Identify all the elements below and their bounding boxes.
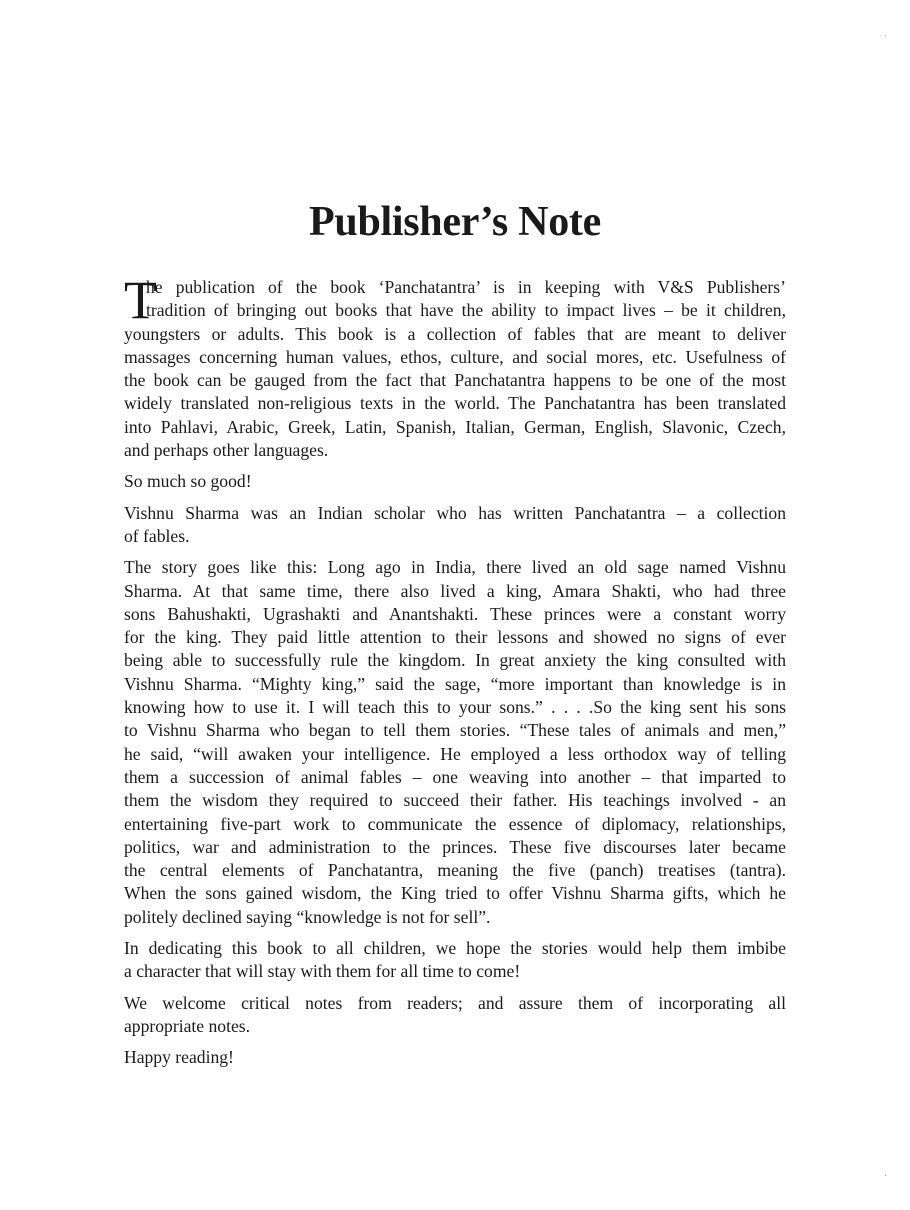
text-line: Vishnu Sharma. “Mighty king,” said the sage, “more important than knowledge is in <box>124 673 786 694</box>
paragraph <box>124 556 786 929</box>
text-line: politely declined saying “knowledge is not for sell”. <box>124 906 491 927</box>
text-line: appropriate notes. <box>124 1015 251 1036</box>
crop-mark <box>885 1175 886 1176</box>
text-line: We welcome critical notes from readers; and assure them of incorporating all <box>124 992 786 1013</box>
document-body <box>124 270 786 1078</box>
drop-cap: T <box>124 270 157 330</box>
text-line: youngsters or adults. This book is a collection of fables that are meant to deliver <box>124 323 786 344</box>
text-line: Sharma. At that same time, there also lived a king, Amara Shakti, who had three <box>124 580 786 601</box>
text-line: When the sons gained wisdom, the King tried to offer Vishnu Sharma gifts, which he <box>124 883 786 904</box>
text-line: knowing how to use it. I will teach this to your sons.” . . . .So the king sent his sons <box>124 697 786 718</box>
text-line: a character that will stay with them for all time to come! <box>124 961 521 982</box>
page-title: Publisher’s Note <box>309 199 601 245</box>
text-line: them a succession of animal fables – one weaving into another – that imparted to <box>124 766 786 787</box>
paragraph <box>124 470 786 493</box>
text-line: Happy reading! <box>124 1047 234 1068</box>
text-line: of fables. <box>124 525 190 546</box>
text-line: them the wisdom they required to succeed their father. His teachings involved - an <box>124 790 786 811</box>
text-line: So much so good! <box>124 471 252 492</box>
text-line: the book can be gauged from the fact that Panchatantra happens to be one of the most <box>124 370 786 391</box>
paragraph <box>124 992 786 1039</box>
text-line: The story goes like this: Long ago in India, there lived an old sage named Vishnu <box>124 557 786 578</box>
text-line: into Pahlavi, Arabic, Greek, Latin, Spanish, Italian, German, English, Slavonic, Czech, <box>124 416 786 437</box>
text-line: for the king. They paid little attention to their lessons and showed no signs of ever <box>124 627 786 648</box>
text-line: sons Bahushakti, Ugrashakti and Anantshakti. These princes were a constant worry <box>124 603 786 624</box>
text-line: massages concerning human values, ethos, culture, and social mores, etc. Usefulness of <box>124 346 786 367</box>
text-line: and perhaps other languages. <box>124 440 329 461</box>
text-line: entertaining five-part work to communicate the essence of diplomacy, relationships, <box>124 813 786 834</box>
text-line: to Vishnu Sharma who began to tell them stories. “These tales of animals and men,” <box>124 720 786 741</box>
text-line: being able to successfully rule the kingdom. In great anxiety the king consulted with <box>124 650 786 671</box>
text-line: In dedicating this book to all children, we hope the stories would help them imbibe <box>124 938 786 959</box>
paragraph <box>124 937 786 984</box>
paragraph <box>124 502 786 549</box>
text-line: tradition of bringing out books that have the ability to impact lives – be it children, <box>146 300 786 321</box>
text-line: widely translated non-religious texts in the world. The Panchatantra has been translated <box>124 393 786 414</box>
paragraph <box>124 270 786 462</box>
text-line: he publication of the book ‘Panchatantra’ is in keeping with V&S Publishers’ <box>146 277 786 297</box>
text-line: the central elements of Panchatantra, meaning the five (panch) treatises (tantra). <box>124 860 786 881</box>
text-line: politics, war and administration to the princes. These five discourses later became <box>124 836 786 857</box>
text-line: he said, “will awaken your intelligence. He employed a less orthodox way of telling <box>124 743 786 764</box>
crop-mark <box>885 35 886 36</box>
text-line: Vishnu Sharma was an Indian scholar who has written Panchatantra – a collection <box>124 502 786 523</box>
paragraph <box>124 1046 786 1069</box>
